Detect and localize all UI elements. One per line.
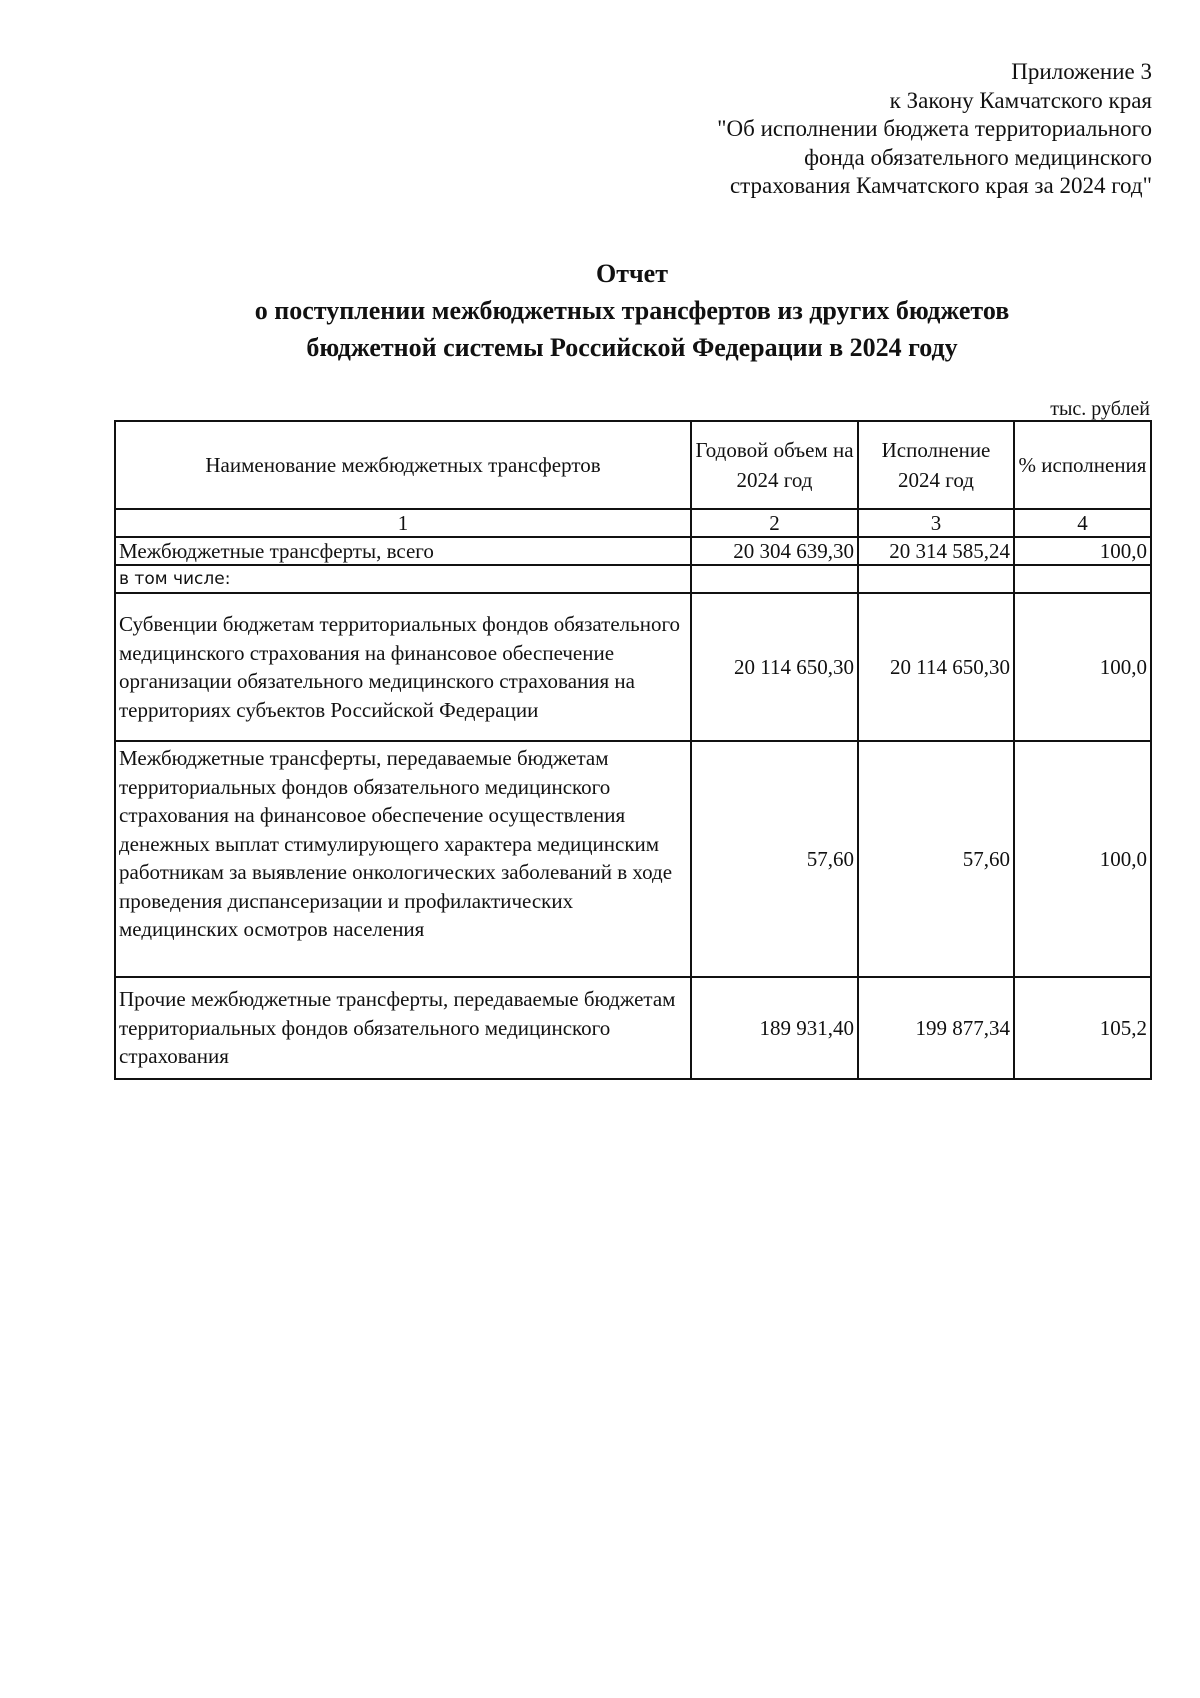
column-number-row xyxy=(115,509,1151,537)
header-name: Наименование межбюджетных трансфертов xyxy=(115,421,691,509)
including-label: в том числе: xyxy=(115,565,691,593)
table-header-row xyxy=(115,421,1151,509)
report-title xyxy=(0,255,1200,366)
empty-cell xyxy=(1014,565,1151,593)
total-name: Межбюджетные трансферты, всего xyxy=(115,537,691,565)
appendix-line: фонда обязательного медицинского xyxy=(804,144,1152,170)
row-percent: 100,0 xyxy=(1014,593,1151,741)
column-number: 3 xyxy=(858,509,1014,537)
row-annual: 189 931,40 xyxy=(691,977,858,1079)
appendix-reference xyxy=(532,58,1152,201)
table-row xyxy=(115,977,1151,1079)
appendix-line: "Об исполнении бюджета территориального xyxy=(717,116,1152,141)
header-annual: Годовой объем на 2024 год xyxy=(691,421,858,509)
total-execution: 20 314 585,24 xyxy=(858,537,1014,565)
total-percent: 100,0 xyxy=(1014,537,1151,565)
table-row xyxy=(115,741,1151,977)
table-row xyxy=(115,593,1151,741)
column-number: 4 xyxy=(1014,509,1151,537)
row-name: Субвенции бюджетам территориальных фондов обязательного медицинского страхования на финансовое обеспечение организации обязательного медицинского страхования на территориях субъектов Российской Федерации xyxy=(115,593,691,741)
appendix-line: Приложение 3 xyxy=(1011,59,1152,84)
header-execution: Исполнение 2024 год xyxy=(858,421,1014,509)
units-label: тыс. рублей xyxy=(1050,398,1150,420)
row-name: Прочие межбюджетные трансферты, передаваемые бюджетам территориальных фондов обязательного медицинского страхования xyxy=(115,977,691,1079)
empty-cell xyxy=(691,565,858,593)
row-name: Межбюджетные трансферты, передаваемые бюджетам территориальных фондов обязательного медицинского страхования на финансовое обеспечение осуществления денежных выплат стимулирующего характера медицинским работникам за выявление онкологических заболеваний в ходе проведения диспансеризации и профилактических медицинских осмотров населения xyxy=(115,741,691,977)
row-execution: 199 877,34 xyxy=(858,977,1014,1079)
row-execution: 20 114 650,30 xyxy=(858,593,1014,741)
including-row xyxy=(115,565,1151,593)
total-row xyxy=(115,537,1151,565)
row-percent: 105,2 xyxy=(1014,977,1151,1079)
row-execution: 57,60 xyxy=(858,741,1014,977)
title-line-1: Отчет xyxy=(596,259,668,288)
title-line-3: бюджетной системы Российской Федерации в 2024 году xyxy=(306,333,958,362)
appendix-line: к Закону Камчатского края xyxy=(889,87,1152,113)
column-number: 1 xyxy=(115,509,691,537)
row-percent: 100,0 xyxy=(1014,741,1151,977)
appendix-line: страхования Камчатского края за 2024 год" xyxy=(729,173,1152,198)
title-line-2: о поступлении межбюджетных трансфертов из других бюджетов xyxy=(254,296,1010,325)
header-percent: % исполнения xyxy=(1014,421,1151,509)
row-annual: 20 114 650,30 xyxy=(691,593,858,741)
row-annual: 57,60 xyxy=(691,741,858,977)
empty-cell xyxy=(858,565,1014,593)
total-annual: 20 304 639,30 xyxy=(691,537,858,565)
column-number: 2 xyxy=(691,509,858,537)
transfers-table xyxy=(114,420,1152,1080)
